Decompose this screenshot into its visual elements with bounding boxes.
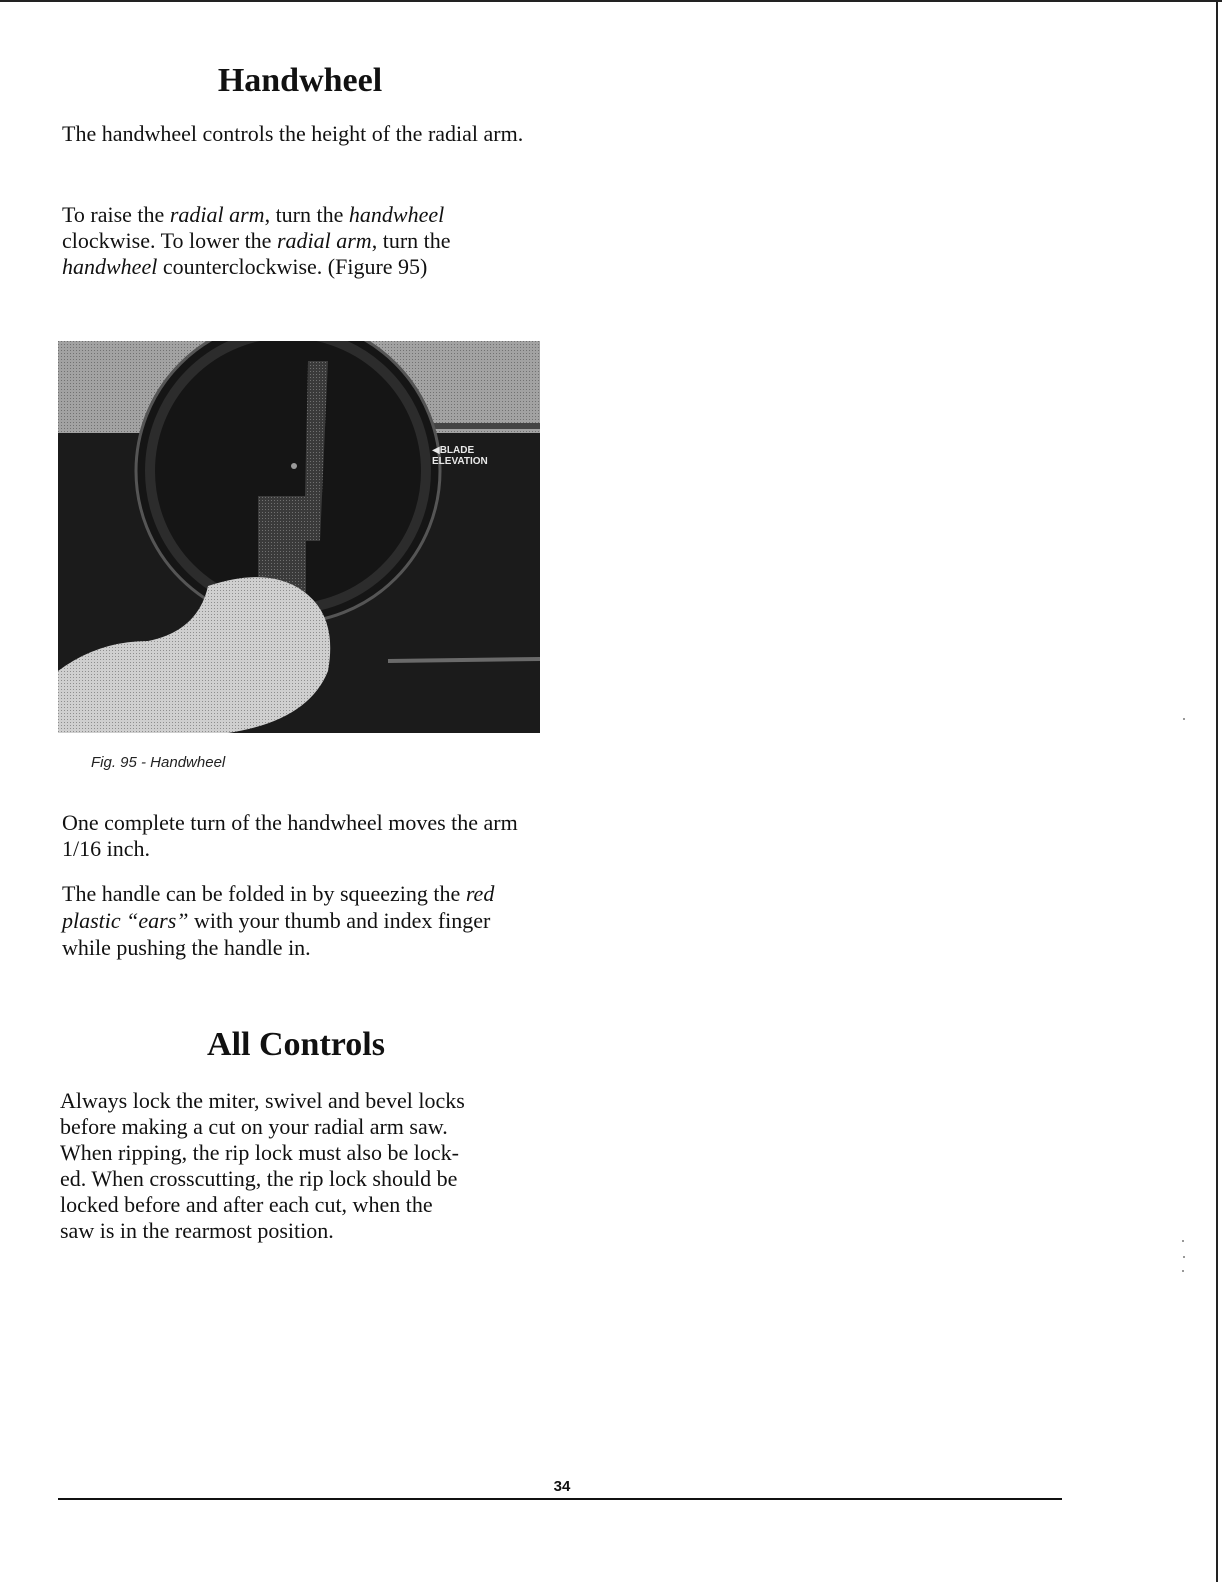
page-number: 34 xyxy=(553,1478,571,1495)
figure-handwheel-photo xyxy=(58,341,540,733)
paragraph-one-turn: One complete turn of the handwheel moves the arm 1/16 inch. xyxy=(62,810,518,861)
heading-handwheel: Handwheel xyxy=(217,62,383,99)
handwheel-photo-illustration xyxy=(58,341,540,733)
heading-all-controls: All Controls xyxy=(207,1026,385,1063)
blade-elevation-label xyxy=(432,445,488,467)
page-right-border xyxy=(1216,0,1218,1582)
scan-speck xyxy=(1183,718,1185,720)
paragraph-handwheel-intro: The handwheel controls the height of the radial arm. xyxy=(62,121,524,146)
scan-speck xyxy=(1182,1240,1184,1242)
figure-caption: Fig. 95 - Handwheel xyxy=(91,754,226,771)
paragraph-fold-handle: The handle can be folded in by squeezing the red plastic “ears” with your thumb and index finger while pushing the handle in. xyxy=(62,881,495,960)
blade-label-line1: ◀BLADE xyxy=(432,445,475,456)
paragraph-all-controls: Always lock the miter, swivel and bevel locks before making a cut on your radial arm saw. When ripping, the rip lock must also be lock- ed. When crosscutting, the rip lock should be locked before and after each cut, when the saw is in the rearmost position. xyxy=(60,1088,465,1243)
page-top-border xyxy=(0,0,1222,2)
footer-rule xyxy=(58,1498,1062,1500)
blade-label-line2: ELEVATION xyxy=(432,456,488,467)
paragraph-raise-lower: To raise the radial arm, turn the handwheel clockwise. To lower the radial arm, turn the handwheel counterclockwise. (Figure 95) xyxy=(62,202,451,279)
scan-speck xyxy=(1182,1270,1184,1272)
scan-speck xyxy=(1183,1256,1185,1258)
